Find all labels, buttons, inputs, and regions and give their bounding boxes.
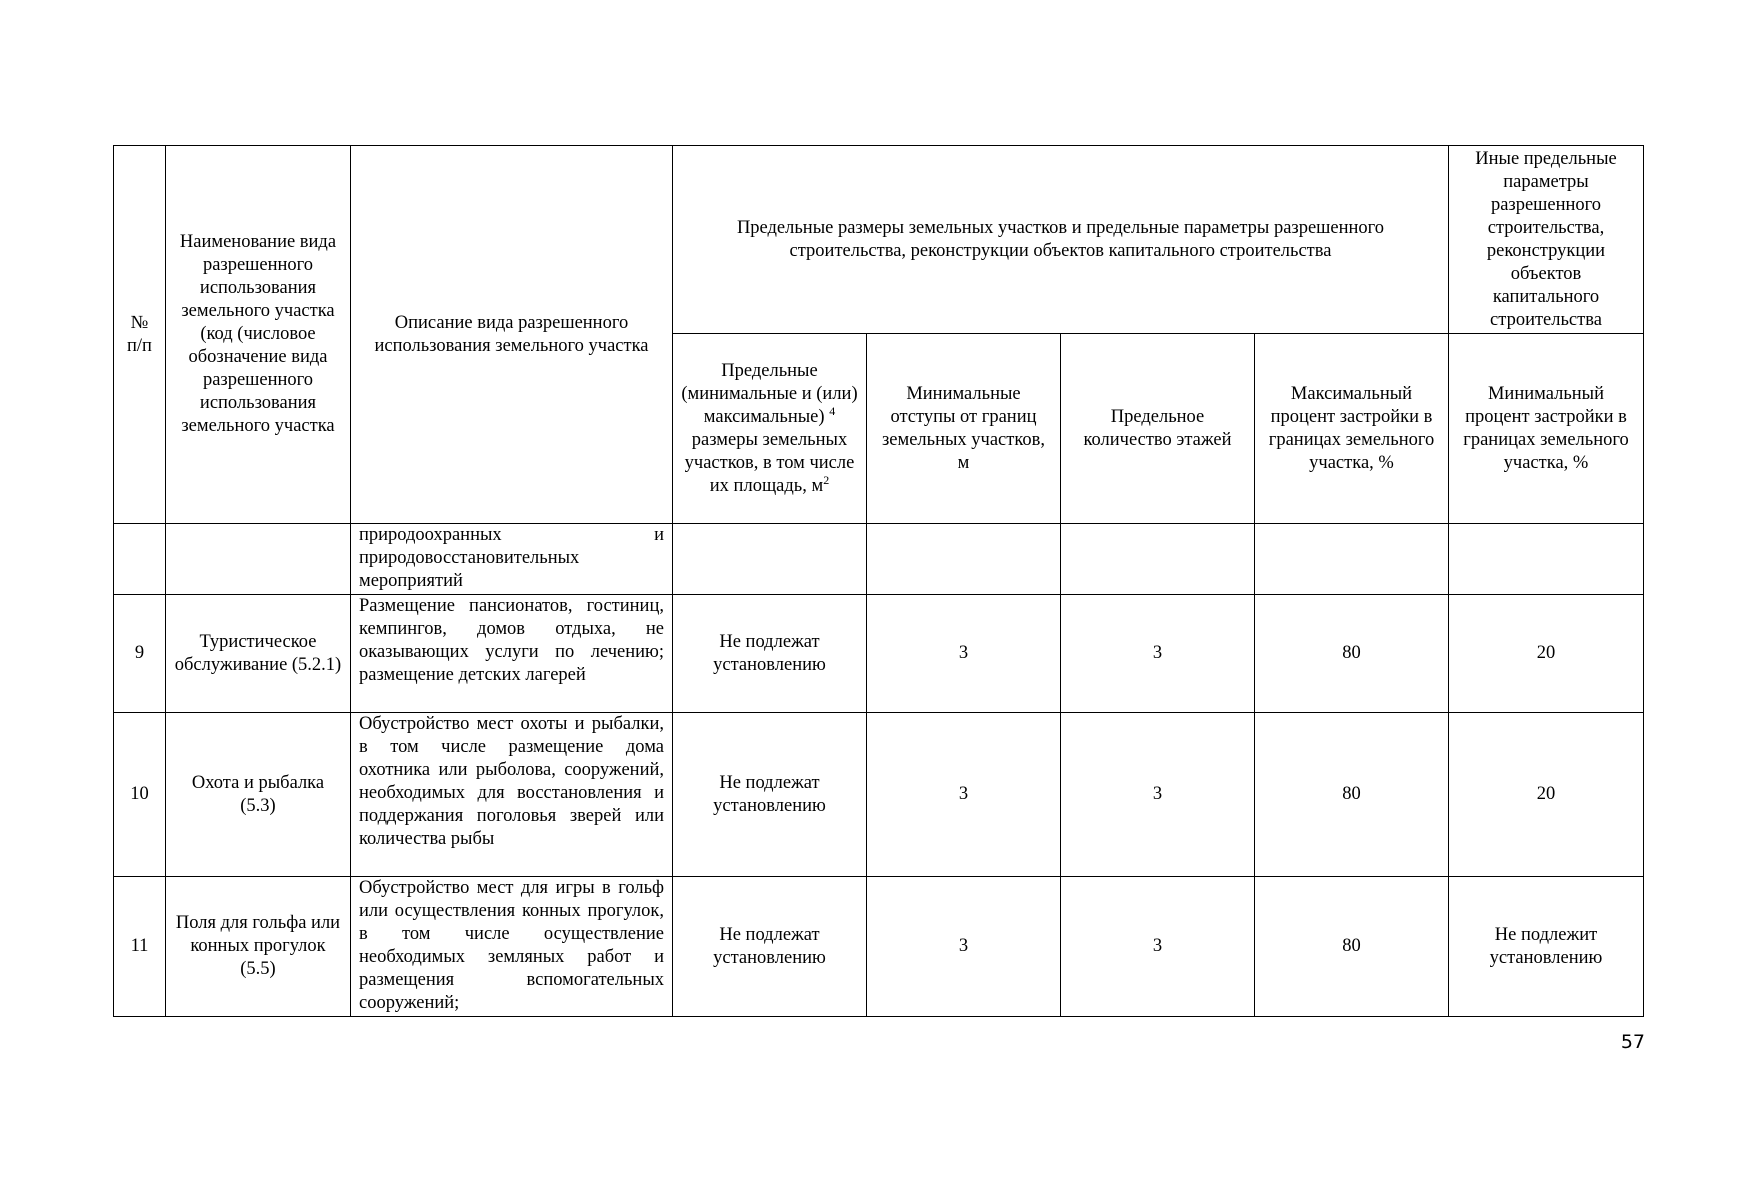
row-indent: 3 [867, 877, 1061, 1017]
row-num: 11 [114, 877, 166, 1017]
page-number: 57 [1620, 1031, 1645, 1053]
desc-line: природовосстановительных [359, 548, 580, 568]
row-min-percent: 20 [1449, 595, 1644, 713]
row-desc [351, 524, 673, 595]
table-row [114, 595, 1644, 713]
header-indent: Минимальные отступы от границ земельных участков, м [867, 334, 1061, 524]
row-desc: Размещение пансионатов, гостиниц, кемпингов, домов отдыха, не оказывающих услуги по лечению; размещение детских лагерей [351, 595, 673, 713]
row-desc: Обустройство мест охоты и рыбалки, в том числе размещение дома охотника или рыболова, сооружений, необходимых для восстановления и поддержания поголовья зверей или количества рыбы [351, 713, 673, 877]
header-row-1 [114, 146, 1644, 334]
header-size: Предельные (минимальные и (или) максимальные) $^4$ размеры земельных участков, в том числе их площадь, $м^2$ [673, 334, 867, 524]
row-floors: 3 [1061, 595, 1255, 713]
row-max-percent [1255, 524, 1449, 595]
row-indent: 3 [867, 713, 1061, 877]
land-use-parameters-table [113, 145, 1644, 1017]
row-name: Туристическое обслуживание (5.2.1) [166, 595, 351, 713]
table-row [114, 524, 1644, 595]
row-indent [867, 524, 1061, 595]
row-desc: Обустройство мест для игры в гольф или осуществления конных прогулок, в том числе осуществление необходимых земляных работ и размещения вспомогательных сооружений; [351, 877, 673, 1017]
row-size: Не подлежат установлению [673, 877, 867, 1017]
row-size: Не подлежат установлению [673, 713, 867, 877]
table-row [114, 713, 1644, 877]
row-num: 9 [114, 595, 166, 713]
row-size [673, 524, 867, 595]
row-max-percent: 80 [1255, 877, 1449, 1017]
row-min-percent: Не подлежит установлению [1449, 877, 1644, 1017]
row-floors [1061, 524, 1255, 595]
row-name: Поля для гольфа или конных прогулок (5.5) [166, 877, 351, 1017]
header-min-percent: Минимальный процент застройки в границах земельного участка, % [1449, 334, 1644, 524]
row-min-percent [1449, 524, 1644, 595]
row-size: Не подлежат установлению [673, 595, 867, 713]
row-max-percent: 80 [1255, 713, 1449, 877]
row-indent: 3 [867, 595, 1061, 713]
header-other: Иные предельные параметры разрешенного строительства, реконструкции объектов капитального строительства [1449, 146, 1644, 334]
desc-line: природоохранных и [359, 525, 664, 545]
header-desc: Описание вида разрешенного использования земельного участка [351, 146, 673, 524]
row-name [166, 524, 351, 595]
row-num [114, 524, 166, 595]
table-row [114, 877, 1644, 1017]
row-name: Охота и рыбалка (5.3) [166, 713, 351, 877]
header-max-percent: Максимальный процент застройки в границах земельного участка, % [1255, 334, 1449, 524]
row-num: 10 [114, 713, 166, 877]
row-min-percent: 20 [1449, 713, 1644, 877]
row-max-percent: 80 [1255, 595, 1449, 713]
row-floors: 3 [1061, 713, 1255, 877]
header-name: Наименование вида разрешенного использования земельного участка (код (числовое обозначение вида разрешенного использования земельного участка [166, 146, 351, 524]
header-num: № п/п [114, 146, 166, 524]
header-group: Предельные размеры земельных участков и предельные параметры разрешенного строительства, реконструкции объектов капитального строительства [673, 146, 1449, 334]
row-floors: 3 [1061, 877, 1255, 1017]
desc-line: мероприятий [359, 571, 463, 591]
header-floors: Предельное количество этажей [1061, 334, 1255, 524]
